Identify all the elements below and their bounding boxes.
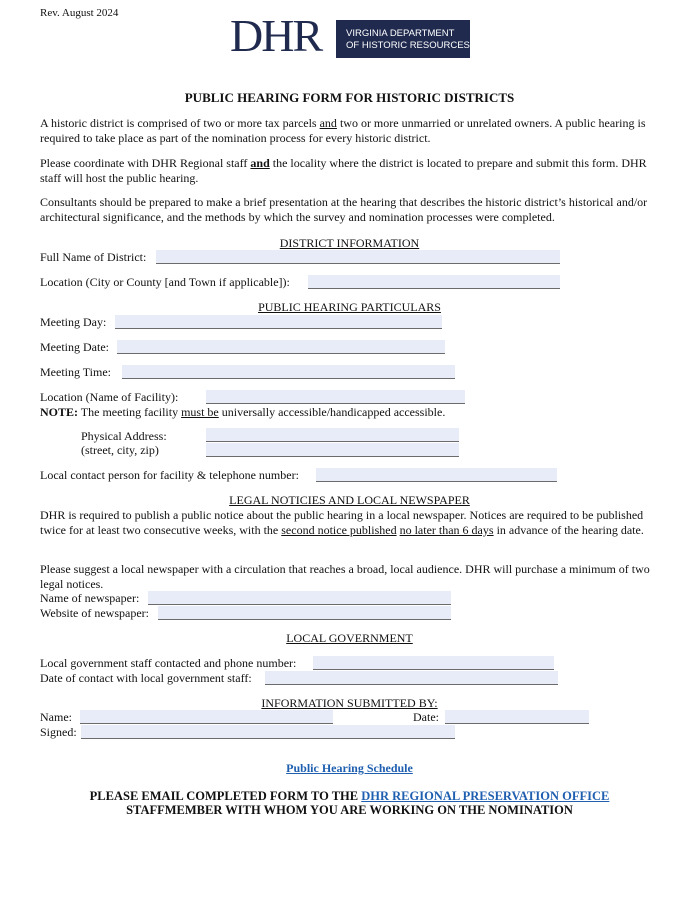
dhr-logo-line1: VIRGINIA DEPARTMENT [346,28,455,39]
physical-address-field-2[interactable] [206,443,459,457]
dhr-logo-letters: DHR [230,10,322,61]
submitted-date-label: Date: [413,710,439,724]
submitted-date-field[interactable] [445,710,589,724]
gov-staff-field[interactable] [313,656,554,670]
footer-line-2: STAFFMEMBER WITH WHOM YOU ARE WORKING ON THE NOMINATION [126,803,573,817]
note-text-b: universally accessible/handicapped accessible. [218,405,446,419]
meeting-time-field[interactable] [122,365,455,379]
legal-p1-no-later: no later than 6 days [399,523,494,537]
intro-p2-text-b: the locality where the district is located to prepare and submit this form. DHR staff will host the public hearing. [40,156,647,185]
intro-p2-and: and [250,156,270,170]
intro-p1-text-b: two or more unmarried or unrelated owners. A public hearing is required to take place as part of the nomination process for every historic district. [40,116,646,145]
intro-paragraph-1 [40,116,665,146]
dhr-logo-box [336,20,470,58]
meeting-date-field[interactable] [117,340,445,354]
intro-p1-and: and [319,116,337,130]
footer-instructions [0,789,699,817]
intro-paragraph-3: Consultants should be prepared to make a brief presentation at the hearing that describes the historic district’s historical and/or architectural significance, and the methods by which the survey and nomination processes were completed. [40,195,648,224]
dhr-logo-line2: OF HISTORIC RESOURCES [346,40,470,51]
revision-date: Rev. August 2024 [40,7,119,19]
meeting-day-label: Meeting Day: [40,315,107,329]
note-must-be: must be [181,405,219,419]
footer-line-1-text: PLEASE EMAIL COMPLETED FORM TO THE [89,789,362,803]
signed-label: Signed: [40,725,77,739]
legal-notices-heading: LEGAL NOTICIES AND LOCAL NEWSPAPER [229,493,470,507]
page-title: PUBLIC HEARING FORM FOR HISTORIC DISTRICTS [184,90,515,105]
meeting-time-label: Meeting Time: [40,365,112,379]
hearing-particulars-heading: PUBLIC HEARING PARTICULARS [258,300,441,314]
newspaper-website-label: Website of newspaper: [40,606,149,620]
meeting-day-field[interactable] [115,315,442,329]
legal-p1-text-a: DHR is required to publish a public notice about the public hearing in a local newspaper. Notices are required to be published twice for at least two consecutive weeks, with the [40,508,644,537]
facility-contact-field[interactable] [316,468,557,482]
accessibility-note [40,405,445,419]
district-location-field[interactable] [308,275,560,289]
newspaper-name-field[interactable] [148,591,451,605]
note-label: NOTE: [40,405,79,419]
dhr-logo [230,10,472,61]
intro-p2-text-a: Please coordinate with DHR Regional staff [40,156,251,170]
legal-p1-text-b: in advance of the hearing date. [493,523,644,537]
submitted-by-heading: INFORMATION SUBMITTED BY: [261,696,438,710]
submitter-name-label: Name: [40,710,72,724]
physical-address-sublabel: (street, city, zip) [81,443,159,457]
facility-contact-label: Local contact person for facility & telephone number: [40,468,299,482]
local-government-heading: LOCAL GOVERNMENT [286,631,413,645]
submitter-name-field[interactable] [80,710,333,724]
physical-address-label: Physical Address: [81,429,167,443]
district-info-heading: DISTRICT INFORMATION [279,236,420,250]
intro-paragraph-2 [40,156,665,186]
newspaper-website-field[interactable] [158,606,451,620]
gov-contact-date-field[interactable] [265,671,558,685]
gov-staff-label: Local government staff contacted and phone number: [40,656,297,670]
public-hearing-schedule-link-wrap [0,761,699,775]
legal-paragraph-1 [40,508,665,538]
intro-p1-text-a: A historic district is comprised of two or more tax parcels [40,116,320,130]
facility-name-field[interactable] [206,390,465,404]
note-text-a: The meeting facility [78,405,182,419]
gov-contact-date-label: Date of contact with local government staff: [40,671,252,685]
physical-address-field-1[interactable] [206,428,459,442]
footer-line-1 [0,789,699,803]
district-name-label: Full Name of District: [40,250,147,264]
newspaper-name-label: Name of newspaper: [40,591,140,605]
facility-name-label: Location (Name of Facility): [40,390,179,404]
legal-p1-second-notice: second notice published [281,523,397,537]
public-hearing-schedule-link[interactable]: Public Hearing Schedule [286,761,413,775]
legal-paragraph-2: Please suggest a local newspaper with a circulation that reaches a broad, local audience. DHR will purchase a minimum of two legal notices. [40,562,650,591]
district-location-label: Location (City or County [and Town if applicable]): [40,275,290,289]
district-name-field[interactable] [156,250,560,264]
signed-field[interactable] [81,725,455,739]
meeting-date-label: Meeting Date: [40,340,109,354]
regional-office-link[interactable]: DHR REGIONAL PRESERVATION OFFICE [361,789,610,803]
